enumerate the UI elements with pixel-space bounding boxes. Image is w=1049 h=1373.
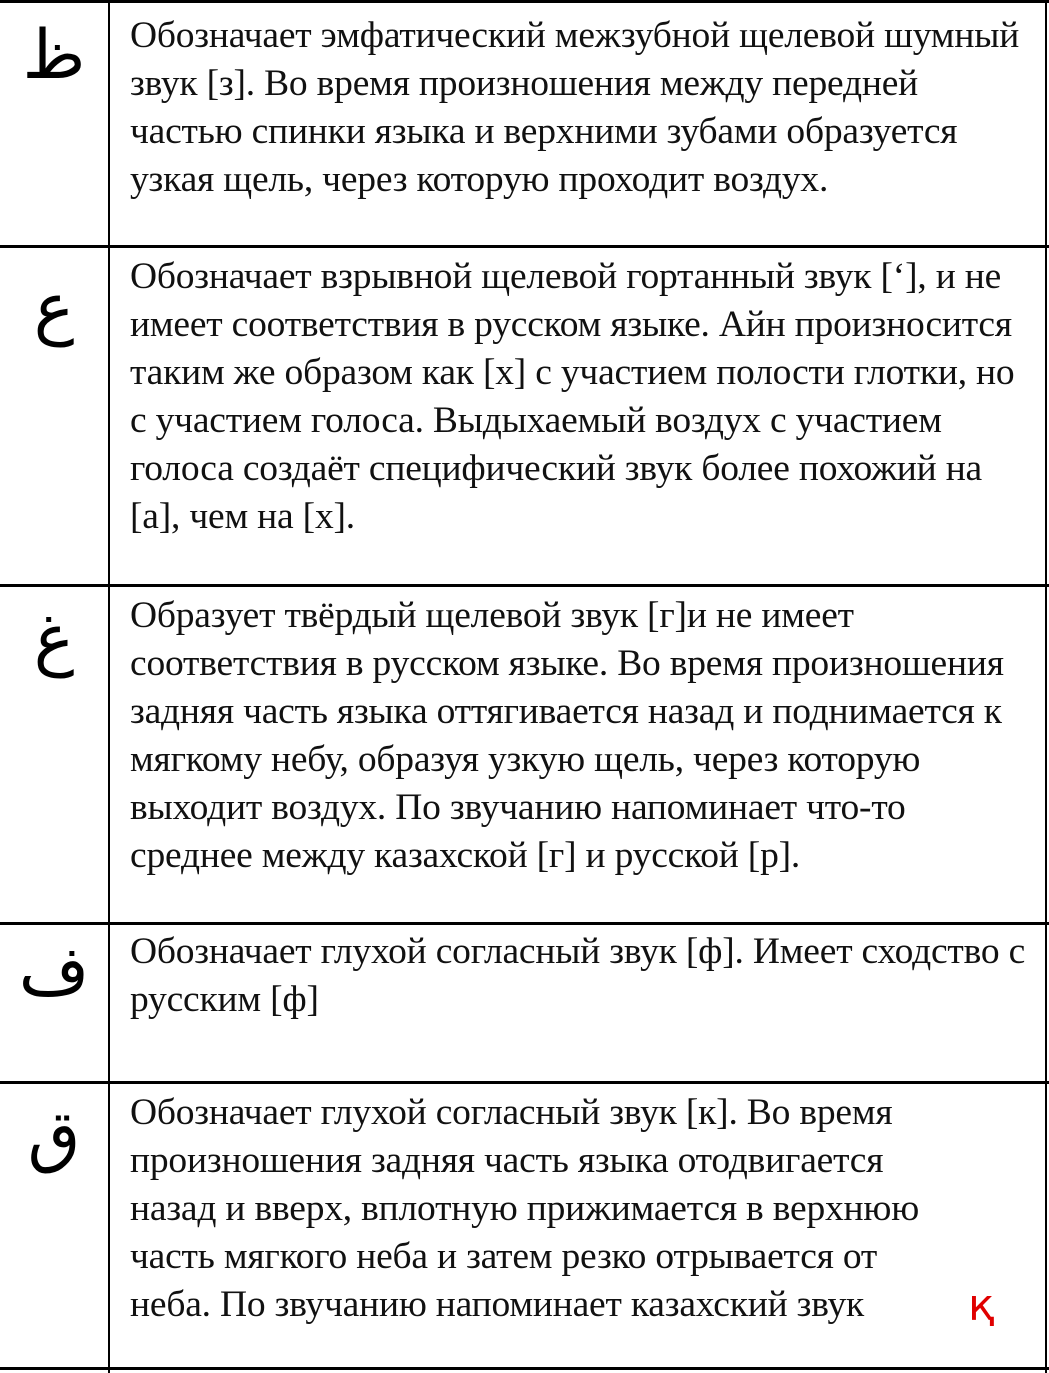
arabic-letter-ghain: غ: [33, 600, 75, 679]
arabic-letter-ain: ع: [33, 269, 75, 348]
table-row: [0, 245, 1049, 584]
table-row: [0, 922, 1049, 1081]
letter-description: Обозначает глухой согласный звук [к]. Во время произношения задняя часть языка отодвигается назад и вверх, вплотную прижимается в верхнюю часть мягкого неба и затем резко отрывается от неба. По звучанию напоминает казахский звук: [130, 1092, 920, 1325]
row-border: [0, 1367, 1049, 1370]
arabic-letter-qaf: ق: [27, 1097, 81, 1176]
arabic-letter-zah: ظ: [22, 16, 86, 95]
letter-description: Обозначает взрывной щелевой гортанный звук [‘], и не имеет соответствия в русском языке. Айн произносится таким же образом как [х] с участием полости глотки, но с участием голоса. Выдыхаемый воздух с участием голоса создаёт специфический звук более похожий на [а], чем на [х].: [130, 256, 1015, 537]
arabic-letter-fa: ف: [18, 932, 90, 1011]
kazakh-letter-highlight: қ: [968, 1280, 995, 1331]
table-row: [0, 0, 1049, 245]
letter-description: Обозначает глухой согласный звук [ф]. Имеет сходство с русским [ф]: [130, 931, 1026, 1020]
letter-description: Обозначает эмфатический межзубной щелевой шумный звук [з]. Во время произношения между передней частью спинки языка и верхними зубами образуется узкая щель, через которую проходит воздух.: [130, 15, 1020, 200]
table-row: [0, 584, 1049, 922]
letter-description: Образует твёрдый щелевой звук [г]и не имеет соответствия в русском языке. Во время произношения задняя часть языка оттягивается назад и поднимается к мягкому небу, образуя узкую щель, через которую выходит воздух. По звучанию напоминает что-то среднее между казахской [г] и русской [р].: [130, 595, 1004, 876]
table-row: [0, 1081, 1049, 1367]
